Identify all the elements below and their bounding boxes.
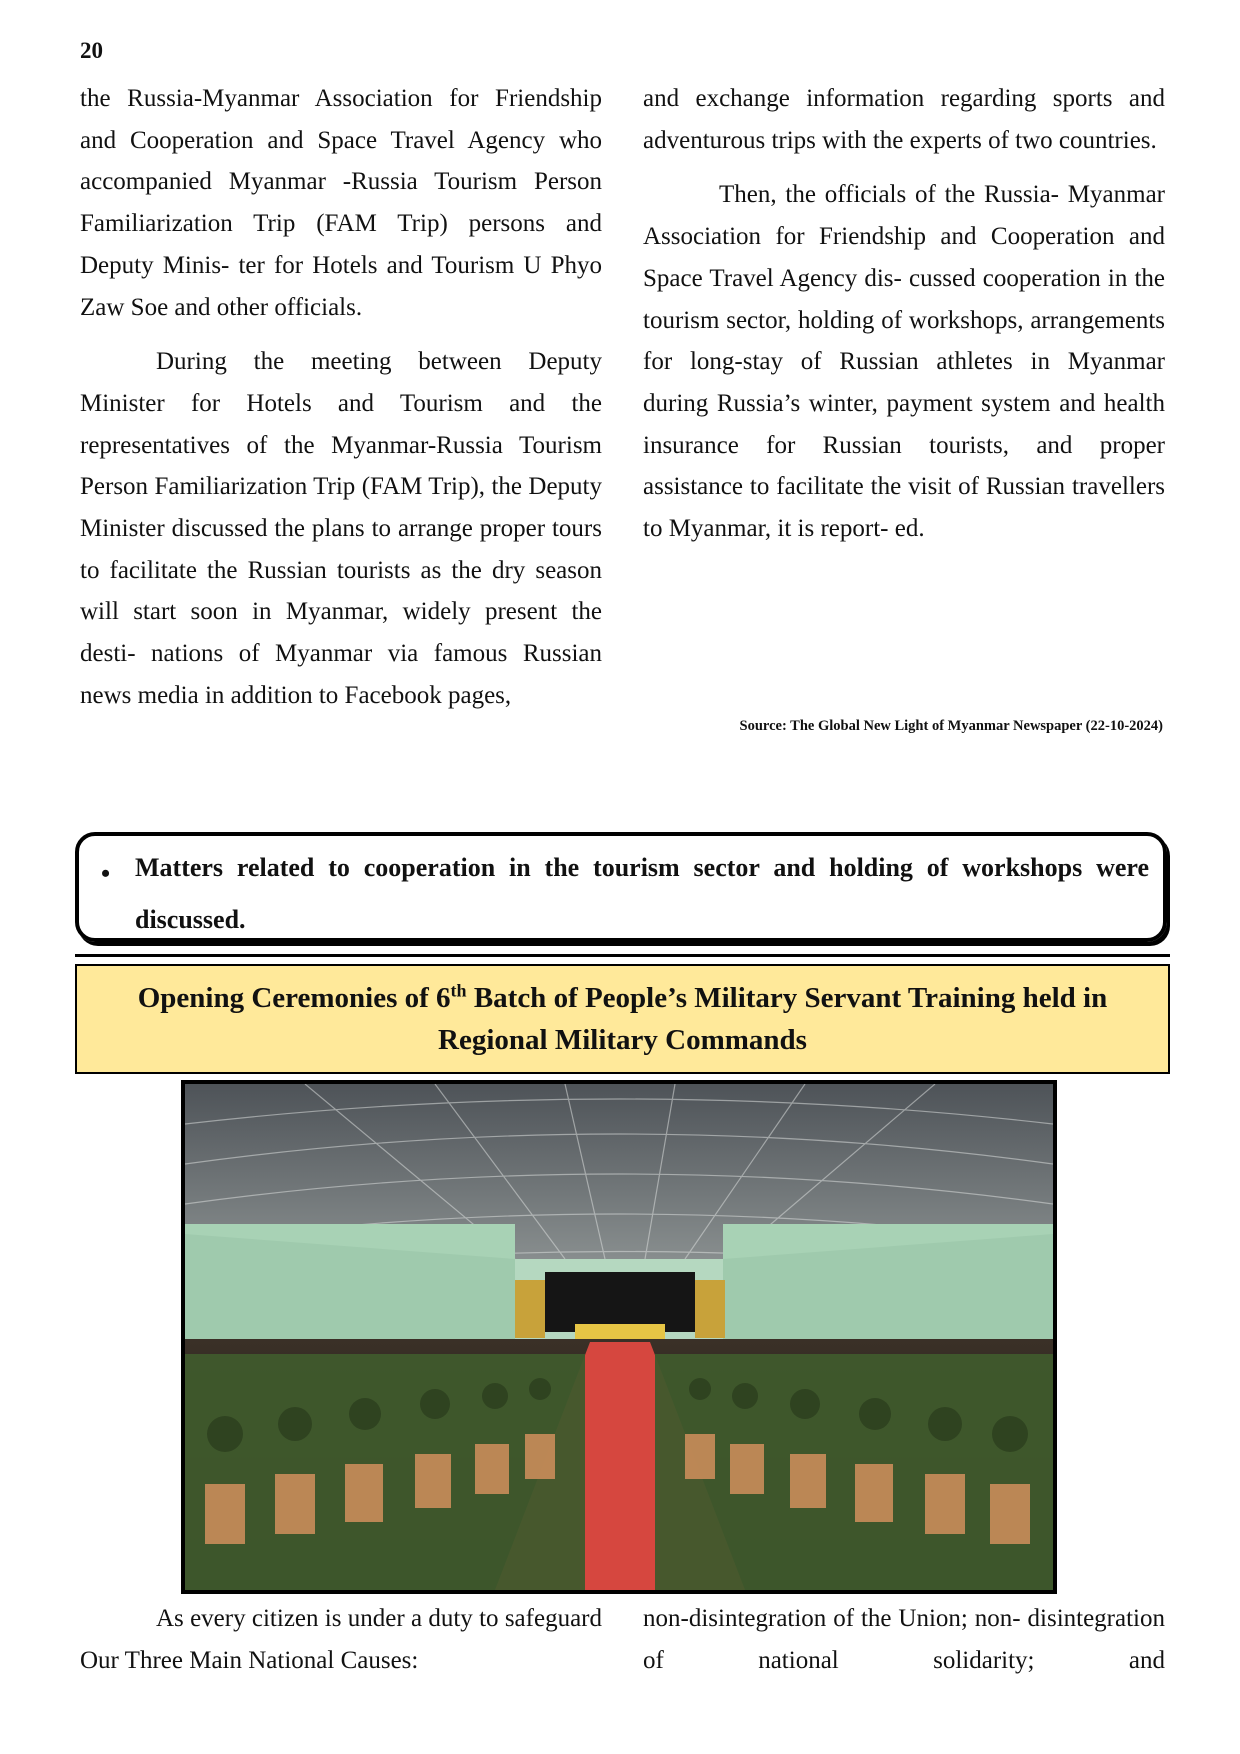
bottom-right-text: non-disintegration of the Union; non- disintegration of national solidarity; and [643,1605,1165,1674]
source-citation: Source: The Global New Light of Myanmar Newspaper (22-10-2024) [739,718,1163,734]
section-divider [75,954,1170,957]
bottom-left-paragraph [80,1598,602,1681]
right-paragraph-1: and exchange information regarding sports and adventurous trips with the experts of two countries. [643,85,1165,154]
ceremony-photo [181,1080,1057,1594]
headline-line-1: Opening Ceremonies of 6th Batch of People’s Military Servant Training held in [137,980,1108,1014]
bottom-right-paragraph [643,1598,1165,1681]
page-number: 20 [80,38,103,63]
headline-line-2: Regional Military Commands [438,1024,807,1056]
right-column-article [643,78,1165,550]
article-headline [75,964,1170,1074]
left-paragraph-1: the Russia-Myanmar Association for Friendship and Cooperation and Space Travel Agency who accompanied Myanmar -Russia Tourism Person Familiarization Trip (FAM Trip) persons and Deputy Minis- ter for Hotels and Tourism U Phyo Zaw Soe and other officials. [80,85,602,321]
callout-text: Matters related to cooperation in the tourism sector and holding of workshops were discussed. [135,853,1149,934]
ceremony-hall-illustration [185,1084,1053,1590]
left-column-article [80,78,602,717]
key-point-callout [75,832,1167,942]
bullet-icon: • [101,859,111,888]
left-paragraph-2: During the meeting between Deputy Minister for Hotels and Tourism and the representatives of the Myanmar-Russia Tourism Person Familiarization Trip (FAM Trip), the Deputy Minister discussed the plans to arrange proper tours to facilitate the Russian tourists as the dry season will start soon in Myanmar, widely present the desti- nations of Myanmar via famous Russian news media in addition to Facebook pages, [80,348,602,709]
right-paragraph-2: Then, the officials of the Russia- Myanmar Association for Friendship and Cooperation and Space Travel Agency dis- cussed cooperation in the tourism sector, holding of workshops, arrangements for long-stay of Russian athletes in Myanmar during Russia’s winter, payment system and health insurance for Russian tourists, and proper assistance to facilitate the visit of Russian travellers to Myanmar, it is report- ed. [643,181,1165,543]
bottom-left-text: As every citizen is under a duty to safeguard Our Three Main National Causes: [80,1605,602,1674]
